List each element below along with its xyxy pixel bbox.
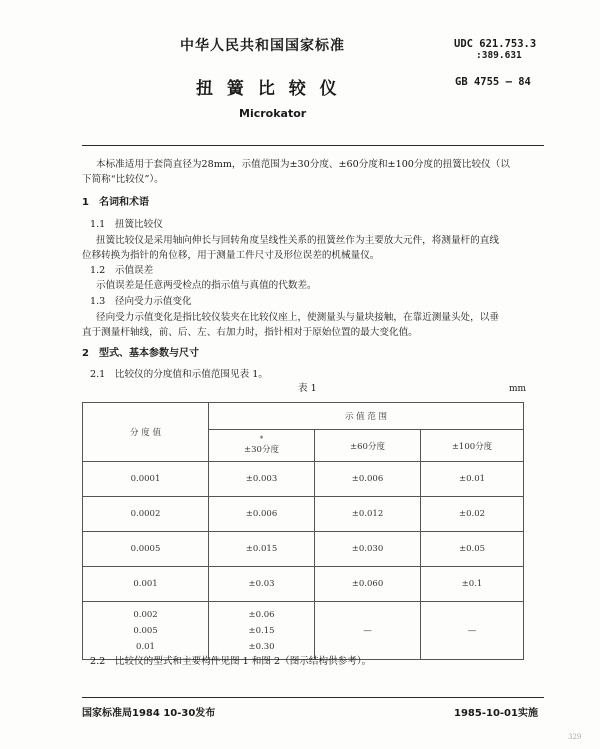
division-value: 0.01 xyxy=(136,641,155,652)
section-1-1-heading: 1.1 扭簧比较仪 xyxy=(90,219,163,230)
range-100-value: ±0.01 xyxy=(421,462,524,497)
range-100-value: ±0.1 xyxy=(421,567,524,602)
table-row xyxy=(83,462,524,497)
section-1-heading: 1 名词和术语 xyxy=(82,197,149,208)
range-60-value: ±0.006 xyxy=(315,462,421,497)
range-60-value: ±0.012 xyxy=(315,497,421,532)
range-60-value: ±0.060 xyxy=(315,567,421,602)
footer-rule xyxy=(82,697,544,698)
division-value: 0.001 xyxy=(83,567,209,602)
column-header-30 xyxy=(209,430,315,462)
section-1-2-line-1: 示值误差是任意两受检点的指示值与真值的代数差。 xyxy=(96,280,317,291)
division-value: 0.0002 xyxy=(83,497,209,532)
range-30-value: ±0.06 xyxy=(248,609,275,620)
column-header-60: ±60分度 xyxy=(315,430,421,462)
table-row xyxy=(83,532,524,567)
table-row xyxy=(83,602,524,660)
range-30-value: ±0.15 xyxy=(248,625,275,636)
range-100-value: ±0.02 xyxy=(421,497,524,532)
document-title: 扭 簧 比 较 仪 xyxy=(196,79,341,99)
section-1-1-line-2: 位移转换为指针的角位移，用于测量工件尺寸及形位误差的机械量仪。 xyxy=(82,250,380,261)
range-30-value: ±0.006 xyxy=(209,497,315,532)
section-1-3-line-1: 径向受力示值变化是指比较仪装夹在比较仪座上，使测量头与量块接触，在靠近测量头处，以垂 xyxy=(96,312,499,323)
table-row xyxy=(83,497,524,532)
range-30-value: ±0.30 xyxy=(248,641,275,652)
division-value: 0.0001 xyxy=(83,462,209,497)
header-rule xyxy=(82,145,544,146)
section-2-heading: 2 型式、基本参数与尺寸 xyxy=(82,348,199,359)
range-100-value: — xyxy=(421,602,524,660)
division-value: 0.005 xyxy=(133,625,158,636)
range-60-value: — xyxy=(315,602,421,660)
range-60-value: ±0.030 xyxy=(315,532,421,567)
column-header-division: 分 度 值 xyxy=(83,403,209,462)
range-30-value: ±0.015 xyxy=(209,532,315,567)
range-30-value: ±0.003 xyxy=(209,462,315,497)
column-header-30-label: ±30分度 xyxy=(244,445,279,455)
column-header-100: ±100分度 xyxy=(421,430,524,462)
column-group-indication-range: 示 值 范 围 xyxy=(209,403,524,430)
range-30-value: ±0.03 xyxy=(209,567,315,602)
table-unit: mm xyxy=(509,384,527,394)
issued-date: 国家标准局1984 10-30发布 xyxy=(82,708,216,719)
section-1-3-heading: 1.3 径向受力示值变化 xyxy=(90,296,192,307)
range-30-value-group xyxy=(209,602,315,660)
section-1-2-heading: 1.2 示值误差 xyxy=(90,265,154,276)
section-2-1-text: 2.1 比较仪的分度值和示值范围见表 1。 xyxy=(90,369,268,380)
footnote-mark: * xyxy=(259,435,264,443)
intro-line-2: 下简称“比较仪”）。 xyxy=(82,174,164,185)
effective-date: 1985-10-01实施 xyxy=(454,708,538,719)
table-1 xyxy=(82,402,524,660)
section-1-3-line-2: 直于测量杆轴线，前、后、左、右加力时，指针相对于原始位置的最大变化值。 xyxy=(82,327,418,338)
udc-code-line1: UDC 621.753.3 xyxy=(454,38,537,50)
document-subtitle: Microkator xyxy=(239,107,307,120)
udc-code-line2: :389.631 xyxy=(476,50,522,61)
division-value: 0.0005 xyxy=(83,532,209,567)
table-caption: 表 1 xyxy=(298,383,317,394)
page-number: 329 xyxy=(568,733,582,741)
division-value-group xyxy=(83,602,209,660)
section-1-1-line-1: 扭簧比较仪是采用轴向伸长与回转角度呈线性关系的扭簧丝作为主要放大元件，将测量杆的直线 xyxy=(96,235,499,246)
intro-line-1: 本标准适用于套筒直径为28mm，示值范围为±30分度、±60分度和±100分度的扭簧比较仪（以 xyxy=(96,159,510,170)
table-row xyxy=(83,567,524,602)
range-100-value: ±0.05 xyxy=(421,532,524,567)
section-2-2-text: 2.2 比较仪的型式和主要构件见图 1 和图 2（图示结构供参考）。 xyxy=(90,656,372,667)
division-value: 0.002 xyxy=(133,609,158,620)
standard-org-title: 中华人民共和国国家标准 xyxy=(180,38,345,54)
gb-standard-code: GB 4755 — 84 xyxy=(455,76,531,88)
